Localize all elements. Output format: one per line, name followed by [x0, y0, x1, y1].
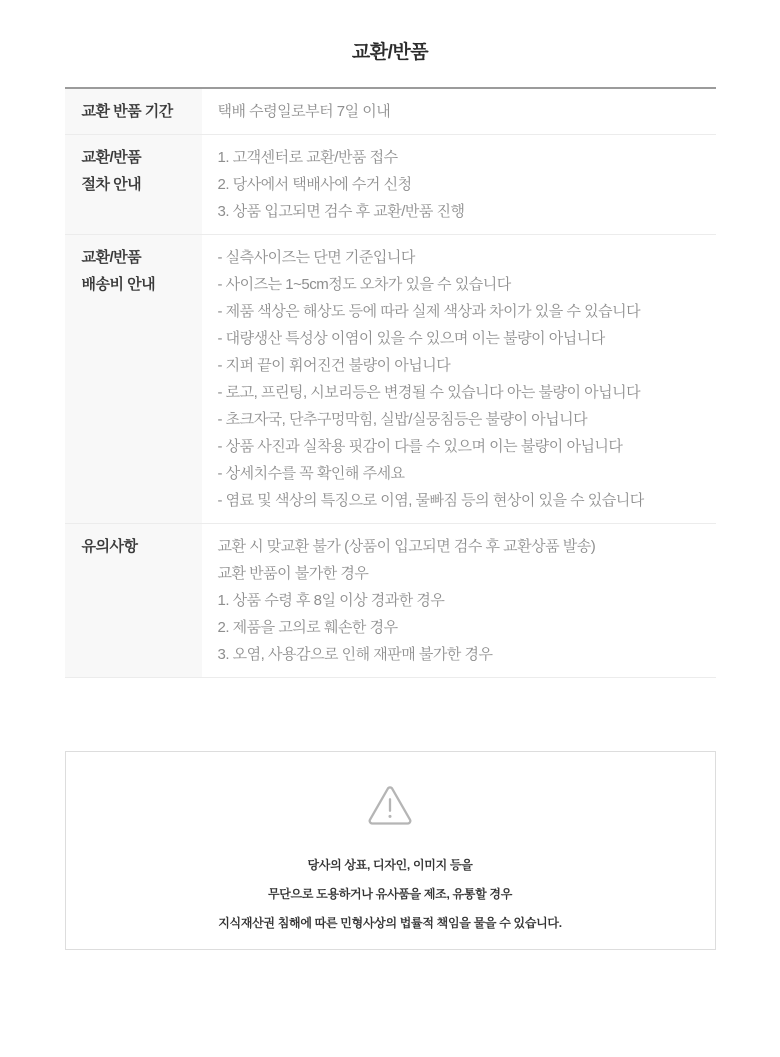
value-line: - 상품 사진과 실착용 핏감이 다를 수 있으며 이는 불량이 아닙니다 [217, 438, 623, 455]
value-line: 2. 제품을 고의로 훼손한 경우 [217, 619, 398, 636]
row-label-cell [65, 524, 202, 677]
label-line: 유의사항 [81, 538, 138, 555]
row-value-cell [202, 524, 716, 677]
value-line: - 초크자국, 단추구멍막힘, 실밥/실뭉침등은 불량이 아닙니다 [217, 411, 588, 428]
label-line: 교환/반품 [81, 249, 142, 266]
value-line: 교환 반품이 불가한 경우 [217, 565, 369, 582]
row-value-cell [202, 135, 716, 234]
warning-triangle-icon [367, 785, 413, 825]
value-line: 3. 오염, 사용감으로 인해 재판매 불가한 경우 [217, 646, 493, 663]
row-value-cell [202, 235, 716, 523]
table-row-procedure [65, 135, 716, 235]
value-line: - 상세치수를 꼭 확인해 주세요 [217, 465, 405, 482]
row-label-cell [65, 89, 202, 134]
notice-line: 무단으로 도용하거나 유사품을 제조, 유통할 경우 [267, 887, 513, 901]
label-line: 교환 반품 기간 [81, 103, 173, 120]
value-line: - 대량생산 특성상 이염이 있을 수 있으며 이는 불량이 아닙니다 [217, 330, 605, 347]
table-row-period [65, 89, 716, 135]
page-title: 교환/반품 [351, 42, 429, 63]
label-line: 절차 안내 [81, 176, 142, 193]
row-label-cell [65, 135, 202, 234]
value-line: - 실측사이즈는 단면 기준입니다 [217, 249, 415, 266]
value-line: 교환 시 맞교환 불가 (상품이 입고되면 검수 후 교환상품 발송) [217, 538, 596, 555]
copyright-notice-text [66, 851, 715, 938]
row-value-cell [202, 89, 716, 134]
value-line: 1. 상품 수령 후 8일 이상 경과한 경우 [217, 592, 445, 609]
value-line: - 로고, 프린팅, 시보리등은 변경될 수 있습니다 아는 불량이 아닙니다 [217, 384, 641, 401]
label-line: 배송비 안내 [81, 276, 156, 293]
value-line: 택배 수령일로부터 7일 이내 [217, 103, 391, 120]
value-line: - 지퍼 끝이 휘어진건 불량이 아닙니다 [217, 357, 451, 374]
value-line: - 제품 색상은 해상도 등에 따라 실제 색상과 차이가 있을 수 있습니다 [217, 303, 641, 320]
page-container [65, 37, 716, 950]
value-line: 1. 고객센터로 교환/반품 접수 [217, 149, 398, 166]
value-line: - 사이즈는 1~5cm정도 오차가 있을 수 있습니다 [217, 276, 511, 293]
table-row-caution [65, 524, 716, 678]
label-line: 교환/반품 [81, 149, 142, 166]
copyright-notice-box [65, 751, 716, 950]
exchange-return-policy-table [65, 87, 716, 678]
notice-line: 당사의 상표, 디자인, 이미지 등을 [307, 858, 473, 872]
notice-line: 지식재산권 침해에 따른 민형사상의 법률적 책임을 물을 수 있습니다. [218, 916, 562, 930]
value-line: 2. 당사에서 택배사에 수거 신청 [217, 176, 412, 193]
value-line: 3. 상품 입고되면 검수 후 교환/반품 진행 [217, 203, 465, 220]
value-line: - 염료 및 색상의 특징으로 이염, 물빠짐 등의 현상이 있을 수 있습니다 [217, 492, 644, 509]
table-row-shipping-fee [65, 235, 716, 524]
row-label-cell [65, 235, 202, 523]
